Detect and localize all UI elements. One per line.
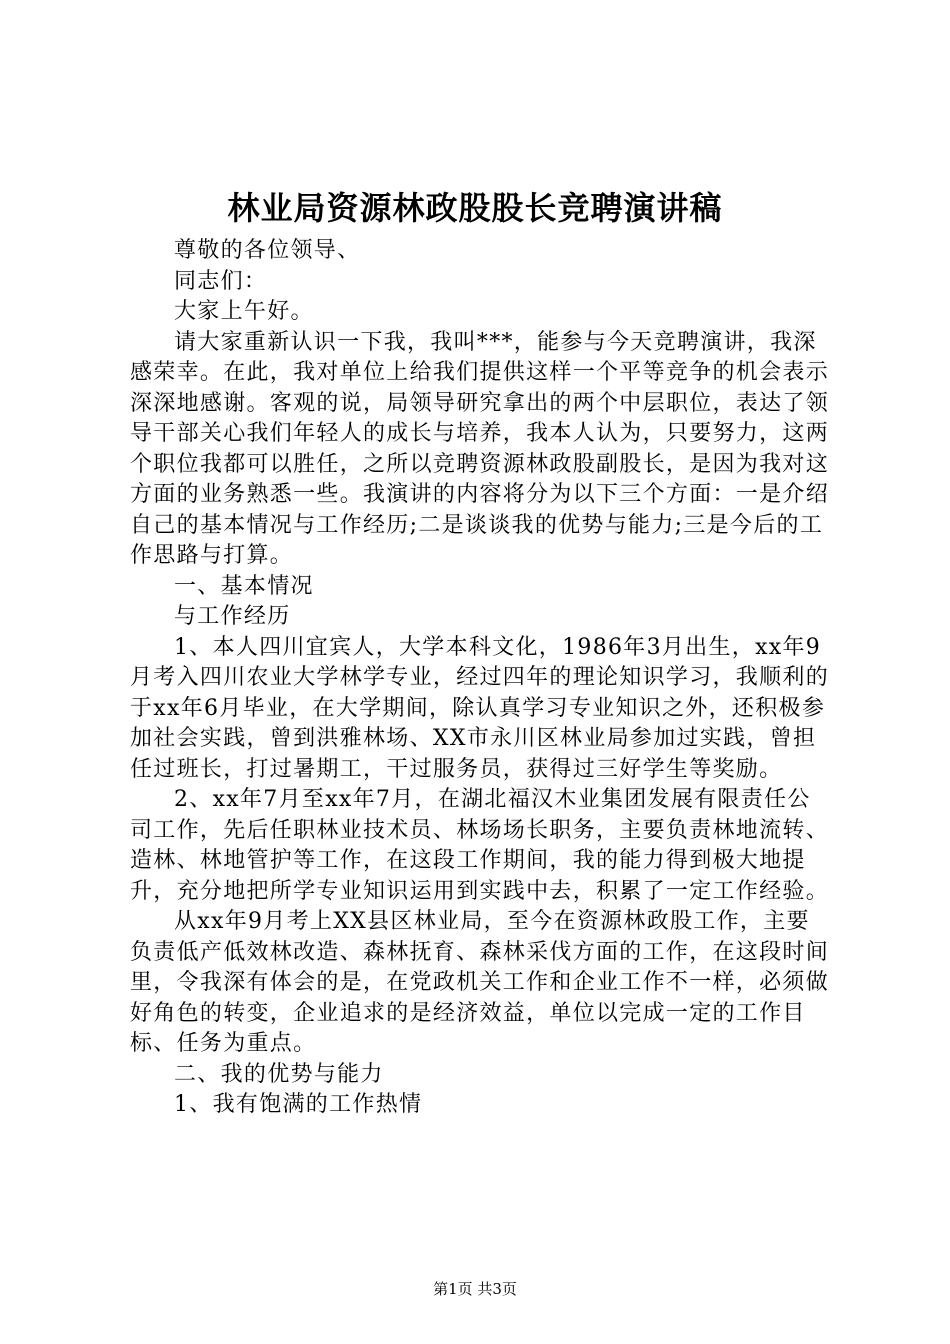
section-heading-2: 二、我的优势与能力	[174, 1061, 384, 1087]
intro-paragraph: 请大家重新认识一下我，我叫***，能参与今天竞聘演讲，我深感荣幸。在此，我对单位上给我们提供这样一个平等竞争的机会表示深深地感谢。客观的说，局领导研究拿出的两个中层职位，表达了领导干部关心我们年轻人的成长与培养，我本人认为，只要努力，这两个职位我都可以胜任，之所以竞聘资源林政股副股长，是因为我对这方面的业务熟悉一些。我演讲的内容将分为以下三个方面：一是介绍自己的基本情况与工作经历;二是谈谈我的优势与能力;三是今后的工作思路与打算。	[130, 329, 830, 568]
page-number-footer: 第1页 共3页	[433, 1280, 517, 1298]
strength-item-1: 1、我有饱满的工作热情	[174, 1092, 423, 1117]
document-body	[130, 236, 830, 1121]
experience-paragraph-1: 1、本人四川宜宾人，大学本科文化，1986年3月出生，xx年9月考入四川农业大学林学专业，经过四年的理论知识学习，我顺利的于xx年6月毕业，在大学期间，除认真学习专业知识之外，还积极参加社会实践，曾到洪雅林场、XX市永川区林业局参加过实践，曾担任过班长，打过暑期工，干过服务员，获得过三好学生等奖励。	[130, 634, 830, 782]
section-heading-1: 一、基本情况	[174, 573, 314, 599]
experience-paragraph-2: 2、xx年7月至xx年7月，在湖北福汉木业集团发展有限责任公司工作，先后任职林业技术员、林场场长职务，主要负责林地流转、造林、林地管护等工作，在这段工作期间，我的能力得到极大地提升，充分地把所学专业知识运用到实践中去，积累了一定工作经验。	[130, 787, 830, 904]
experience-paragraph-3: 从xx年9月考上XX县区林业局，至今在资源林政股工作，主要负责低产低效林改造、森林抚育、森林采伐方面的工作，在这段时间里，令我深有体会的是，在党政机关工作和企业工作不一样，必须做好角色的转变，企业追求的是经济效益，单位以完成一定的工作目标、任务为重点。	[130, 909, 830, 1056]
greeting: 大家上午好。	[174, 299, 314, 324]
salutation-line-2: 同志们：	[174, 268, 268, 294]
document-title: 林业局资源林政股股长竞聘演讲稿	[227, 189, 723, 227]
section-heading-1-continued: 与工作经历	[174, 604, 291, 629]
salutation-line-1: 尊敬的各位领导、	[174, 238, 361, 263]
